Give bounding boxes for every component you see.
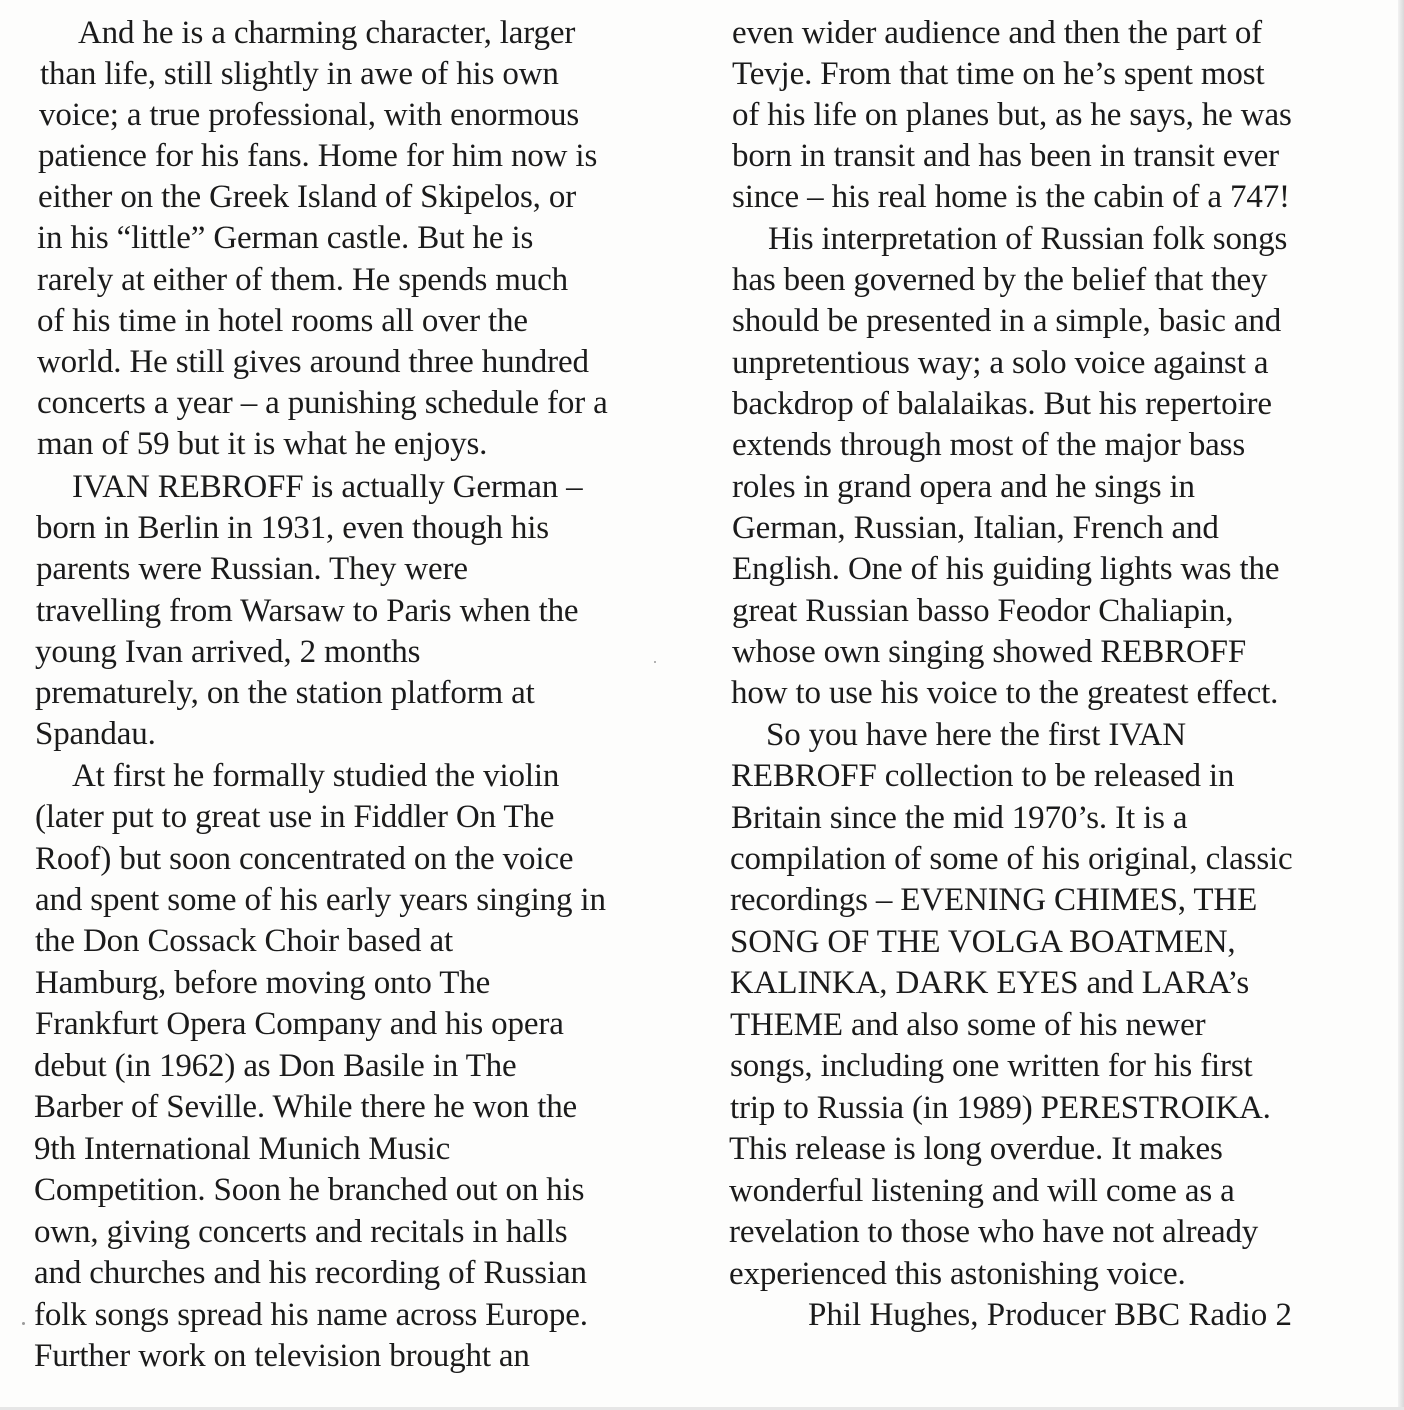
text-line: Barber of Seville. While there he won the [34, 1089, 578, 1125]
text-line: English. One of his guiding lights was the [732, 551, 1280, 587]
text-line: born in transit and has been in transit ever [732, 138, 1279, 174]
text-line: than life, still slightly in awe of his own [40, 56, 559, 92]
text-line: born in Berlin in 1931, even though his [36, 510, 549, 546]
text-line: German, Russian, Italian, French and [732, 510, 1219, 546]
text-line: unpretentious way; a solo voice against a [732, 345, 1269, 381]
text-line: THEME and also some of his newer [730, 1007, 1206, 1043]
text-line: REBROFF collection to be released in [731, 758, 1235, 794]
text-line: debut (in 1962) as Don Basile in The [34, 1048, 517, 1084]
text-line: revelation to those who have not already [729, 1214, 1259, 1250]
text-line: and spent some of his early years singing in [35, 882, 606, 918]
text-line: songs, including one written for his first [730, 1048, 1253, 1084]
text-line: the Don Cossack Choir based at [35, 923, 454, 959]
text-line: world. He still gives around three hundred [37, 344, 589, 380]
text-line: either on the Greek Island of Skipelos, or [38, 179, 577, 215]
text-line: This release is long overdue. It makes [729, 1131, 1223, 1167]
text-line: roles in grand opera and he sings in [732, 469, 1195, 505]
text-line: and churches and his recording of Russian [34, 1255, 587, 1291]
text-line: Frankfurt Opera Company and his opera [35, 1006, 564, 1042]
text-line: Britain since the mid 1970’s. It is a [731, 800, 1188, 836]
text-line: So you have here the first IVAN [766, 717, 1186, 753]
text-line: voice; a true professional, with enormous [39, 97, 580, 133]
text-line: trip to Russia (in 1989) PERESTROIKA. [730, 1090, 1271, 1126]
text-line: great Russian basso Feodor Chaliapin, [732, 593, 1234, 629]
text-line: even wider audience and then the part of [732, 15, 1263, 51]
text-line: Further work on television brought an [34, 1338, 530, 1374]
text-line: concerts a year – a punishing schedule for a [37, 385, 608, 421]
text-line: SONG OF THE VOLGA BOATMEN, [730, 924, 1236, 960]
text-line: experienced this astonishing voice. [729, 1256, 1186, 1292]
text-line: compilation of some of his original, classic [730, 841, 1293, 877]
text-line: KALINKA, DARK EYES and LARA’s [730, 965, 1250, 1001]
text-line: own, giving concerts and recitals in halls [34, 1214, 568, 1250]
text-line: At first he formally studied the violin [72, 758, 560, 794]
text-line: how to use his voice to the greatest effect. [731, 675, 1279, 711]
text-line: prematurely, on the station platform at [35, 675, 535, 711]
text-line: patience for his fans. Home for him now is [38, 138, 598, 174]
text-line: travelling from Warsaw to Paris when the [36, 593, 579, 629]
text-line: rarely at either of them. He spends much [37, 262, 568, 298]
page-edge [1398, 0, 1404, 1410]
text-line: Roof) but soon concentrated on the voice [35, 841, 574, 877]
text-line: And he is a charming character, larger [78, 15, 576, 51]
text-line: of his time in hotel rooms all over the [37, 303, 528, 339]
text-line: His interpretation of Russian folk songs [768, 221, 1288, 257]
text-line: folk songs spread his name across Europe. [34, 1297, 588, 1333]
paper-speck [22, 1322, 25, 1325]
text-line: should be presented in a simple, basic and [732, 303, 1282, 339]
text-line: young Ivan arrived, 2 months [35, 634, 421, 670]
text-line: parents were Russian. They were [36, 551, 468, 587]
text-line: recordings – EVENING CHIMES, THE [730, 882, 1258, 918]
text-line: man of 59 but it is what he enjoys. [37, 426, 488, 462]
text-line: IVAN REBROFF is actually German – [72, 469, 583, 505]
text-line: wonderful listening and will come as a [729, 1173, 1235, 1209]
text-line: Competition. Soon he branched out on his [34, 1172, 585, 1208]
text-line: Hamburg, before moving onto The [35, 965, 491, 1001]
text-line: in his “little” German castle. But he is [37, 220, 534, 256]
text-line: extends through most of the major bass [732, 427, 1246, 463]
author-signature: Phil Hughes, Producer BBC Radio 2 [808, 1297, 1292, 1333]
text-line: since – his real home is the cabin of a 747! [732, 179, 1290, 215]
text-line: (later put to great use in Fiddler On The [35, 799, 555, 835]
text-line: has been governed by the belief that they [732, 262, 1268, 298]
text-line: 9th International Munich Music [34, 1131, 451, 1167]
text-line: of his life on planes but, as he says, he was [732, 97, 1292, 133]
text-line: whose own singing showed REBROFF [732, 634, 1247, 670]
text-line: Spandau. [35, 716, 156, 752]
text-line: backdrop of balalaikas. But his repertoire [732, 386, 1272, 422]
text-line: Tevje. From that time on he’s spent most [732, 56, 1265, 92]
paper-speck [654, 661, 656, 663]
